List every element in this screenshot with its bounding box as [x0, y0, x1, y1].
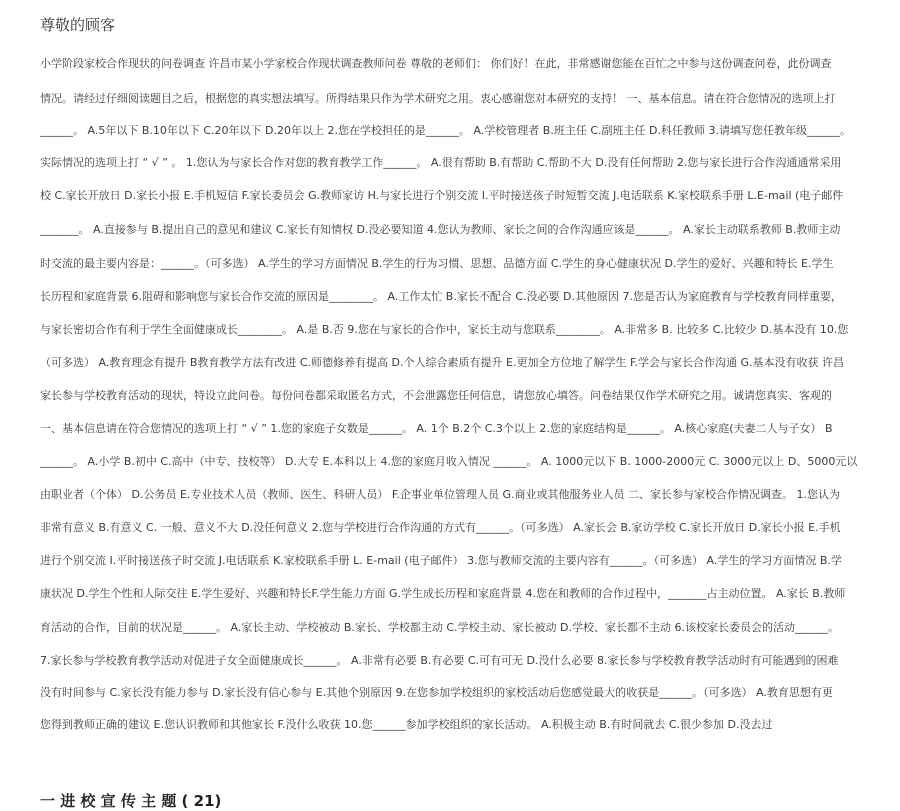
text-line: 您得到教师正确的建议 E.您认识教师和其他家长 F.没什么收获 10.您______参加学校组织的家长活动。 A.积极主动 B.有时间就去 C.很少参加 D.没去过	[40, 718, 773, 731]
document-title: 尊敬的顾客	[40, 16, 116, 34]
text-line: 康状况 D.学生个性和人际交往 E.学生爱好、兴趣和特长F.学生能力方面 G.学生成长历程和家庭背景 4.您在和教师的合作过程中，_______占主动位置。 A.家长 B.教师	[40, 587, 846, 600]
text-line: 由职业者（个体） D.公务员 E.专业技术人员（教师、医生、科研人员） F.企事业单位管理人员 G.商业或其他服务业人员 二、家长参与家校合作情况调查。 1.您认为	[40, 488, 840, 501]
text-line: （可多选） A.教育理念有提升 B教育教学方法有改进 C.师德修养有提高 D.个人综合素质有提升 E.更加全方位地了解学生 F.学会与家长合作沟通 G.基本没有收获 许昌	[40, 356, 845, 369]
text-line: 长历程和家庭背景 6.阻碍和影响您与家长合作交流的原因是________。 A.工作太忙 B.家长不配合 C.没必要 D.其他原因 7.您是否认为家庭教育与学校教育同样重要，	[40, 290, 842, 303]
text-line: 情况。请经过仔细阅读题目之后，根据您的真实想法填写。所得结果只作为学术研究之用。衷心感谢您对本研究的支持！ 一、基本信息。请在符合您情况的选项上打	[40, 92, 836, 105]
text-line: 家长参与学校教育活动的现状，特设立此问卷。每份问卷都采取匿名方式，不会泄露您任何信息，请您放心填答。问卷结果仅作学术研究之用。诚请您真实、客观的	[40, 389, 832, 402]
text-line: 实际情况的选项上打 “ √ ” 。 1.您认为与家长合作对您的教育教学工作______。 A.很有帮助 B.有帮助 C.帮助不大 D.没有任何帮助 2.您与家长进行合作沟通通常采用	[40, 156, 842, 169]
text-line: 非常有意义 B.有意义 C. 一般、意义不大 D.没任何意义 2.您与学校进行合作沟通的方式有______。（可多选） A.家长会 B.家访学校 C.家长开放日 D.家长小报 E.手机	[40, 521, 841, 534]
text-line: 时交流的最主要内容是：______。（可多选） A.学生的学习方面情况 B.学生的行为习惯、思想、品德方面 C.学生的身心健康状况 D.学生的爱好、兴趣和特长 E.学生	[40, 257, 834, 270]
text-line: 与家长密切合作有利于学生全面健康成长________。 A.是 B.否 9.您在与家长的合作中，家长主动与您联系________。 A.非常多 B. 比较多 C.比较少 D.基本没有 10.您	[40, 323, 849, 336]
text-line: 一、基本信息请在符合您情况的选项上打 “ √ ” 1.您的家庭子女数是______。 A. 1个 B.2个 C.3个以上 2.您的家庭结构是______。 A.核心家庭(夫妻二人与子女） B	[40, 422, 833, 435]
text-line: ______。 A.5年以下 B.10年以下 C.20年以下 D.20年以上 2.您在学校担任的是______。 A.学校管理者 B.班主任 C.副班主任 D.科任教师 3.请填写您任教年级______。	[40, 124, 851, 137]
cut-off-heading: 一 进 校 宣 传 主 题 ( 21)	[40, 792, 222, 810]
text-line: 校 C.家长开放日 D.家长小报 E.手机短信 F.家长委员会 G.教师家访 H.与家长进行个别交流 I.平时接送孩子时短暂交流 J.电话联系 K.家校联系手册 L.E-mail (电子邮件	[40, 189, 844, 202]
text-line: 小学阶段家校合作现状的问卷调查 许昌市某小学家校合作现状调查教师问卷 尊敬的老师们： 你们好！在此，非常感谢您能在百忙之中参与这份调查问卷，此份调查	[40, 57, 832, 70]
text-line: _______。 A.直接参与 B.提出自己的意见和建议 C.家长有知情权 D.没必要知道 4.您认为教师、家长之间的合作沟通应该是______。 A.家长主动联系教师 B.教师主动	[40, 223, 841, 236]
text-line: 没有时间参与 C.家长没有能力参与 D.家长没有信心参与 E.其他个别原因 9.在您参加学校组织的家校活动后您感觉最大的收获是______。（可多选） A.教育思想有更	[40, 686, 833, 699]
text-line: 7.家长参与学校教育教学活动对促进子女全面健康成长______。 A.非常有必要 B.有必要 C.可有可无 D.没什么必要 8.家长参与学校教育教学活动时有可能遇到的困难	[40, 654, 839, 667]
text-line: 进行个别交流 I.平时接送孩子时交流 J.电话联系 K.家校联系手册 L. E-mail (电子邮件） 3.您与教师交流的主要内容有______。（可多选） A.学生的学习方面情况 B.学	[40, 554, 842, 567]
text-line: ______。 A.小学 B.初中 C.高中（中专、技校等） D.大专 E.本科以上 4.您的家庭月收入情况 ______。 A. 1000元以下 B. 1000-2000元 C. 3000元以上 D、5000元以	[40, 455, 858, 468]
text-line: 育活动的合作，目前的状况是______。 A.家长主动、学校被动 B.家长、学校都主动 C.学校主动、家长被动 D.学校、家长都不主动 6.该校家长委员会的活动______。	[40, 621, 839, 634]
